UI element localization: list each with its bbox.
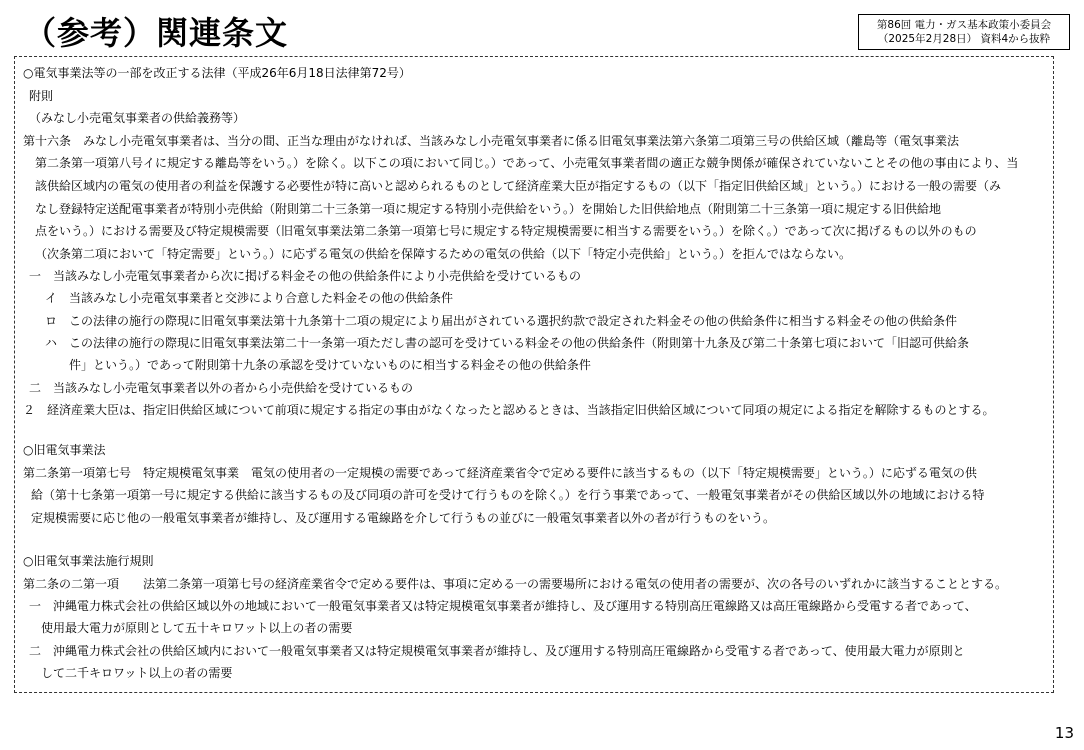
source-line-1: 第86回 電力・ガス基本政策小委員会 [876, 19, 1052, 31]
law-line: 第二条の二第一項 法第二条第一項第七号の経済産業省令で定める要件は、事項に定める一の需要場所における電気の使用者の需要が、次の各号のいずれかに該当することとする。 [23, 577, 1008, 591]
page-title: （参考）関連条文 [24, 14, 289, 52]
law-line: 給（第十七条第一項第一号に規定する供給に該当するもの及び同項の許可を受けて行うものを除く。）を行う事業であって、一般電気事業者がその供給区域以外の地域における特 [31, 488, 985, 502]
law-item: 使用最大電力が原則として五十キロワット以上の者の需要 [41, 621, 353, 635]
law-line: （次条第二項において「特定需要」という。）に応ずる電気の供給を保障するための電気の供給（以下「特定小売供給」という。）を拒んではならない。 [35, 247, 852, 261]
source-note [858, 14, 1070, 50]
law-line: 該供給区域内の電気の使用者の利益を保護する必要性が特に高いと認められるものとして経済産業大臣が指定するもの（以下「指定旧供給区域」という。）における一般の需要（み [35, 179, 1002, 193]
article-caption: （みなし小売電気事業者の供給義務等） [29, 111, 246, 125]
law-line: 第二条第一項第八号イに規定する離島等をいう。）を除く。以下この項において同じ。）であって、小売電気事業者間の適正な競争関係が確保されていないことその他の事由により、当 [35, 156, 1019, 170]
law-subitem: ハ この法律の施行の際現に旧電気事業法第二十一条第一項ただし書の認可を受けている料金その他の供給条件（附則第十九条及び第二十条第七項において「旧認可供給条 [45, 336, 970, 350]
law-subitem: 件」という。）であって附則第十九条の承認を受けていないものに相当する料金その他の供給条件 [69, 358, 591, 372]
law-line: 第二条第一項第七号 特定規模電気事業 電気の使用者の一定規模の需要であって経済産業省令で定める要件に該当するもの（以下「特定規模需要」という。）に応ずる電気の供 [23, 466, 977, 480]
law-paragraph: ２ 経済産業大臣は、指定旧供給区域について前項に規定する指定の事由がなくなったと認めるときは、当該指定旧供給区域について同項の規定による指定を解除するものとする。 [23, 403, 995, 417]
law-heading: ○旧電気事業法施行規則 [23, 554, 154, 568]
source-line-2: （2025年2月28日） 資料4から抜粋 [877, 33, 1051, 45]
law-line: なし登録特定送配電事業者が特別小売供給（附則第二十三条第一項に規定する特別小売供給をいう。）を開始した旧供給地点（附則第二十三条第一項に規定する旧供給地 [35, 202, 942, 216]
law-line: 点をいう。）における需要及び特定規模需要（旧電気事業法第二条第一項第七号に規定する特定規模需要に相当する需要をいう。）を除く。）であって次に掲げるもの以外のもの [35, 224, 977, 238]
law-heading: ○電気事業法等の一部を改正する法律（平成26年6月18日法律第72号） [23, 66, 411, 80]
law-item: して二千キロワット以上の者の需要 [41, 666, 233, 680]
law-subitem: イ 当該みなし小売電気事業者と交渉により合意した料金その他の供給条件 [45, 291, 454, 305]
law-item: 二 当該みなし小売電気事業者以外の者から小売供給を受けているもの [29, 381, 414, 395]
supplementary-label: 附則 [29, 89, 54, 103]
page-number: 13 [1054, 724, 1074, 742]
law-line: 第十六条 みなし小売電気事業者は、当分の間、正当な理由がなければ、当該みなし小売電気事業者に係る旧電気事業法第六条第二項第三号の供給区域（離島等（電気事業法 [23, 134, 960, 148]
law-heading: ○旧電気事業法 [23, 443, 106, 457]
law-item: 一 沖縄電力株式会社の供給区域以外の地域において一般電気事業者又は特定規模電気事業者が維持し、及び運用する特別高圧電線路又は高圧電線路から受電する者であって、 [29, 599, 977, 613]
law-item: 二 沖縄電力株式会社の供給区域内において一般電気事業者又は特定規模電気事業者が維持し、及び運用する特別高圧電線路から受電する者であって、使用最大電力が原則と [29, 644, 965, 658]
law-subitem: ロ この法律の施行の際現に旧電気事業法第十九条第十二項の規定により届出がされている選択約款で設定された料金その他の供給条件に相当する料金その他の供給条件 [45, 314, 958, 328]
law-text-box [14, 56, 1054, 693]
law-line: 定規模需要に応じ他の一般電気事業者が維持し、及び運用する電線路を介して行うもの並びに一般電気事業者以外の者が行うものをいう。 [31, 511, 776, 525]
law-item: 一 当該みなし小売電気事業者から次に掲げる料金その他の供給条件により小売供給を受けているもの [29, 269, 582, 283]
